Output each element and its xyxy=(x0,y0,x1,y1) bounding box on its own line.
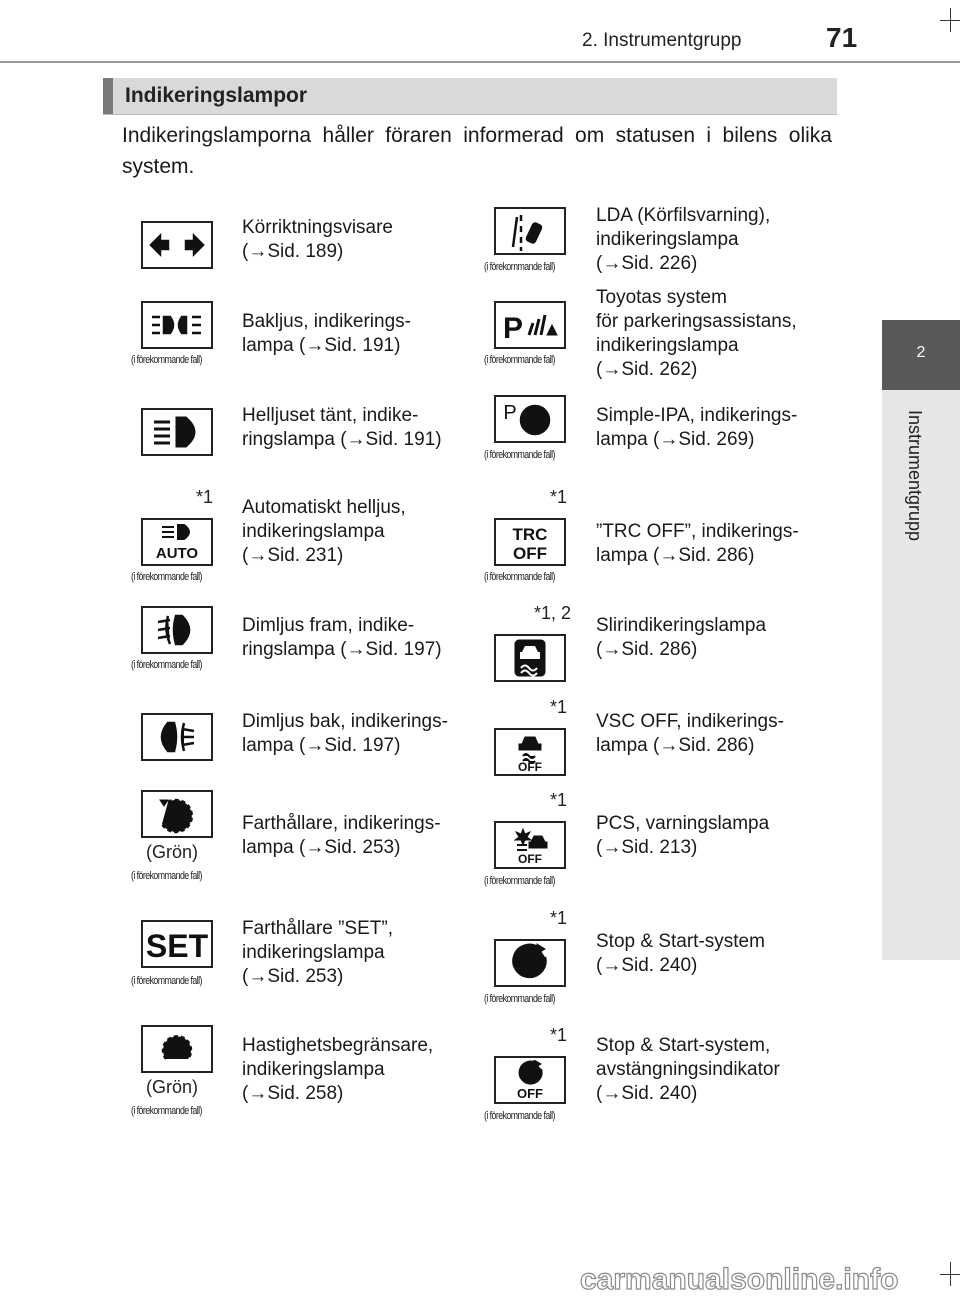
right-desc-6: VSC OFF, indikerings- lampa (→Sid. 286) xyxy=(596,711,784,756)
slip-indicator-icon xyxy=(494,634,566,682)
svg-text:P: P xyxy=(503,402,517,424)
left-desc-2: Bakljus, indikerings- lampa (→Sid. 191) xyxy=(242,311,411,356)
availability-caption: (i förekommande fall) xyxy=(131,659,202,671)
right-desc-3: Simple-IPA, indikerings- lampa (→Sid. 269) xyxy=(596,405,798,450)
svg-text:TRC: TRC xyxy=(512,525,548,544)
right-desc-1: LDA (Körfilsvarning), indikeringslampa (→Sid. 226) xyxy=(596,205,771,274)
right-desc-8: Stop & Start-system (→Sid. 240) xyxy=(596,931,765,976)
stop-start-icon xyxy=(494,939,566,987)
rear-fog-light-icon xyxy=(141,713,213,761)
section-heading-accent xyxy=(103,78,113,114)
availability-caption: (i förekommande fall) xyxy=(484,993,555,1005)
crop-mark xyxy=(940,20,960,21)
svg-text:A: A xyxy=(522,953,538,978)
speed-limiter-icon xyxy=(141,1025,213,1073)
footnote-marker: *1 xyxy=(550,1025,568,1045)
footnote-marker: *1, 2 xyxy=(534,603,572,623)
color-label: (Grön) xyxy=(146,842,199,862)
right-desc-7: PCS, varningslampa (→Sid. 213) xyxy=(596,813,770,858)
high-beam-icon xyxy=(141,408,213,456)
svg-text:AUTO: AUTO xyxy=(155,545,199,562)
svg-text:SET: SET xyxy=(146,928,208,964)
trc-off-icon xyxy=(494,518,566,566)
svg-text:carmanualsonline.info: carmanualsonline.info xyxy=(580,1263,899,1296)
section-heading-bar xyxy=(103,78,837,115)
simple-ipa-icon xyxy=(494,395,566,443)
watermark xyxy=(578,1258,940,1298)
footnote-marker: *1 xyxy=(196,487,214,507)
availability-caption: (i förekommande fall) xyxy=(484,449,555,461)
footnote-marker: *1 xyxy=(550,487,568,507)
right-desc-5: Slirindikeringslampa (→Sid. 286) xyxy=(596,615,767,660)
footnote-marker: *1 xyxy=(550,908,568,928)
right-desc-9: Stop & Start-system, avstängningsindikator (→Sid. 240) xyxy=(596,1035,780,1104)
svg-text:OFF: OFF xyxy=(518,760,542,772)
pcs-off-icon xyxy=(494,821,566,869)
svg-text:OFF: OFF xyxy=(518,852,542,865)
left-desc-6: Dimljus bak, indikerings- lampa (→Sid. 197) xyxy=(242,711,448,756)
turn-signal-icon xyxy=(141,221,213,269)
left-desc-4: Automatiskt helljus, indikeringslampa (→Sid. 231) xyxy=(242,497,406,566)
lane-departure-icon xyxy=(494,207,566,255)
cruise-set-icon xyxy=(141,920,213,968)
running-header-section: 2. Instrumentgrupp xyxy=(582,30,742,51)
availability-caption: (i förekommande fall) xyxy=(131,870,202,882)
availability-caption: (i förekommande fall) xyxy=(484,261,555,273)
page-number: 71 xyxy=(826,22,858,53)
svg-text:A: A xyxy=(524,1067,536,1084)
left-desc-5: Dimljus fram, indike- ringslampa (→Sid. 197) xyxy=(242,615,442,660)
right-desc-2: Toyotas system för parkeringsassistans, indikeringslampa (→Sid. 262) xyxy=(596,287,797,380)
availability-caption: (i förekommande fall) xyxy=(484,354,555,366)
chapter-label: Instrumentgrupp xyxy=(905,410,925,542)
left-desc-3: Helljuset tänt, indike- ringslampa (→Sid. 191) xyxy=(242,405,442,450)
front-fog-light-icon xyxy=(141,606,213,654)
availability-caption: (i förekommande fall) xyxy=(131,571,202,583)
svg-text:P: P xyxy=(502,312,524,345)
footnote-marker: *1 xyxy=(550,697,568,717)
chapter-tab xyxy=(882,320,960,390)
cruise-control-icon xyxy=(141,790,213,838)
availability-caption: (i förekommande fall) xyxy=(484,1110,555,1122)
parking-assist-icon xyxy=(494,301,566,349)
left-desc-9: Hastighetsbegränsare, indikeringslampa (→Sid. 258) xyxy=(242,1035,434,1104)
section-title: Indikeringslampor xyxy=(125,84,308,107)
right-desc-4: ”TRC OFF”, indikerings- lampa (→Sid. 286) xyxy=(596,521,799,566)
availability-caption: (i förekommande fall) xyxy=(484,875,555,887)
crop-mark xyxy=(940,1274,960,1275)
intro-paragraph: Indikeringslamporna håller föraren informerad om statusen i bilens olika system. xyxy=(122,124,832,178)
availability-caption: (i förekommande fall) xyxy=(131,1105,202,1117)
stop-start-off-icon xyxy=(494,1056,566,1104)
auto-high-beam-icon xyxy=(141,518,213,566)
vsc-off-icon xyxy=(494,728,566,776)
availability-caption: (i förekommande fall) xyxy=(131,975,202,987)
chapter-number: 2 xyxy=(916,344,926,361)
availability-caption: (i förekommande fall) xyxy=(131,354,202,366)
footnote-marker: *1 xyxy=(550,790,568,810)
tail-light-icon xyxy=(141,301,213,349)
color-label: (Grön) xyxy=(146,1077,199,1097)
left-desc-7: Farthållare, indikerings- lampa (→Sid. 253) xyxy=(242,813,441,858)
header-rule xyxy=(0,61,960,63)
availability-caption: (i förekommande fall) xyxy=(484,571,555,583)
svg-text:OFF: OFF xyxy=(513,544,547,562)
svg-text:OFF: OFF xyxy=(517,1086,543,1100)
left-desc-1: Körriktningsvisare (→Sid. 189) xyxy=(242,217,393,262)
left-desc-8: Farthållare ”SET”, indikeringslampa (→Sid. 253) xyxy=(242,918,393,987)
